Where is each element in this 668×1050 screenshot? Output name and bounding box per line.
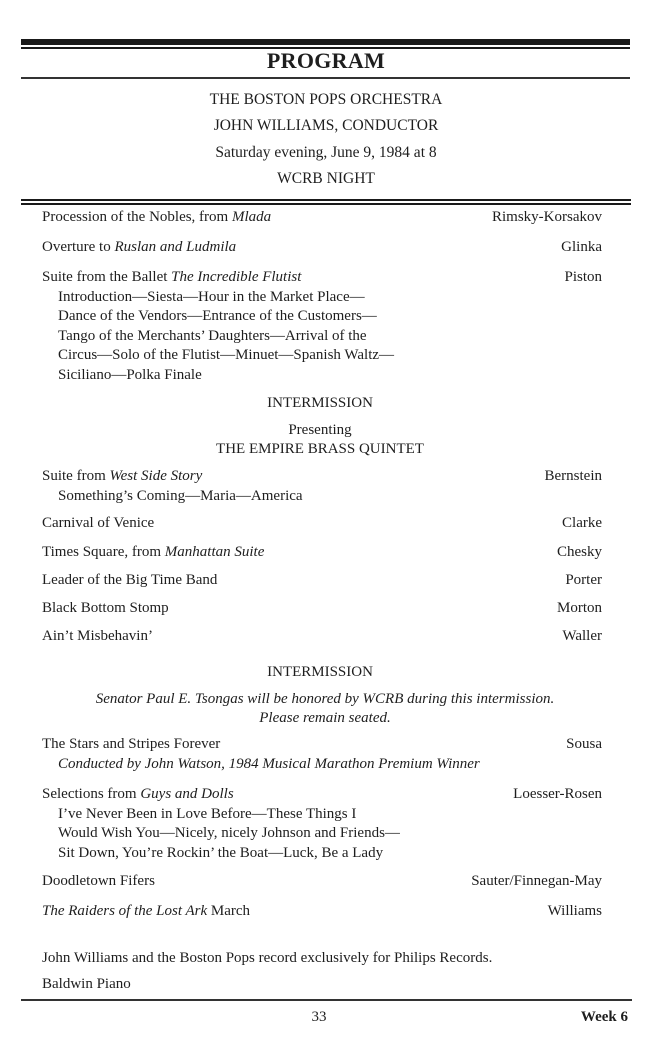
composer-name: Rimsky-Korsakov — [492, 209, 602, 225]
composer-name: Loesser-Rosen — [513, 786, 602, 802]
section-double-rule-top — [21, 199, 631, 201]
program-item — [42, 514, 602, 534]
composer-name: Sousa — [566, 736, 602, 752]
program-item — [42, 268, 602, 385]
work-title: Overture to Ruslan and Ludmila — [42, 239, 237, 255]
movement-line: Tango of the Merchants’ Daughters—Arrival of the — [58, 327, 367, 344]
work-title: Black Bottom Stomp — [42, 600, 169, 616]
program-item — [42, 902, 602, 922]
composer-name: Waller — [562, 628, 602, 644]
program-item — [42, 627, 602, 647]
footer-rule — [21, 999, 632, 1001]
movement-line: Something’s Coming—Maria—America — [58, 487, 303, 504]
movement-line: Circus—Solo of the Flutist—Minuet—Spanish Waltz— — [58, 347, 395, 363]
program-item — [42, 208, 602, 228]
composer-name: Chesky — [557, 544, 602, 560]
program-item — [42, 872, 602, 892]
piano-note: Baldwin Piano — [42, 976, 131, 992]
composer-name: Morton — [557, 600, 602, 616]
work-title: Times Square, from Manhattan Suite — [42, 544, 265, 560]
movement-line: Would Wish You—Nicely, nicely Johnson and Friends— — [58, 825, 400, 841]
work-title: Ain’t Misbehavin’ — [42, 628, 153, 644]
movement-line: Sit Down, You’re Rockin’ the Boat—Luck, Be a Lady — [58, 844, 384, 861]
performance-note: Conducted by John Watson, 1984 Musical Marathon Premium Winner — [58, 755, 480, 772]
page-number: 33 — [311, 1009, 327, 1025]
work-title: Doodletown Fifers — [42, 873, 155, 889]
intermission-label: INTERMISSION — [267, 664, 373, 680]
records-note: John Williams and the Boston Pops record exclusively for Philips Records. — [42, 950, 493, 966]
week-label: Week 6 — [580, 1009, 628, 1025]
announcement-line: Please remain seated. — [259, 710, 391, 726]
orchestra-name: THE BOSTON POPS ORCHESTRA — [209, 91, 443, 108]
program-item — [42, 238, 602, 258]
work-title: Leader of the Big Time Band — [42, 572, 218, 588]
composer-name: Sauter/Finnegan-May — [471, 873, 602, 889]
presenting-label: Presenting — [288, 422, 352, 438]
title-underline-rule — [21, 77, 630, 79]
movement-line: Siciliano—Polka Finale — [58, 366, 202, 383]
composer-name: Piston — [564, 269, 602, 285]
composer-name: Porter — [565, 572, 602, 588]
concert-occasion: WCRB NIGHT — [277, 170, 375, 187]
work-title: Procession of the Nobles, from Mlada — [42, 209, 272, 225]
work-title: Suite from West Side Story — [42, 468, 203, 484]
work-title: Carnival of Venice — [42, 515, 155, 531]
ensemble-name: THE EMPIRE BRASS QUINTET — [216, 441, 424, 457]
work-title: Selections from Guys and Dolls — [42, 786, 234, 802]
work-title: Suite from the Ballet The Incredible Flutist — [42, 269, 302, 285]
movement-line: I’ve Never Been in Love Before—These Things I — [58, 805, 357, 822]
program-item — [42, 599, 602, 619]
composer-name: Bernstein — [544, 468, 602, 484]
movement-line: Introduction—Siesta—Hour in the Market Place— — [58, 288, 365, 305]
composer-name: Glinka — [561, 239, 602, 255]
program-item — [42, 735, 602, 774]
conductor-line: JOHN WILLIAMS, CONDUCTOR — [213, 117, 439, 134]
program-item — [42, 785, 602, 863]
work-title: The Raiders of the Lost Ark March — [42, 903, 251, 919]
announcement-line: Senator Paul E. Tsongas will be honored by WCRB during this intermission. — [95, 691, 555, 707]
composer-name: Clarke — [562, 515, 602, 531]
program-item — [42, 467, 602, 506]
top-thick-rule — [21, 39, 630, 45]
intermission-label: INTERMISSION — [267, 395, 373, 411]
section-double-rule-bottom — [21, 203, 631, 205]
composer-name: Williams — [547, 903, 602, 919]
concert-date: Saturday evening, June 9, 1984 at 8 — [215, 144, 437, 161]
work-title: The Stars and Stripes Forever — [42, 736, 221, 752]
movement-line: Dance of the Vendors—Entrance of the Customers— — [58, 308, 377, 324]
program-item — [42, 543, 602, 563]
program-item — [42, 571, 602, 591]
page-title: PROGRAM — [266, 48, 386, 73]
